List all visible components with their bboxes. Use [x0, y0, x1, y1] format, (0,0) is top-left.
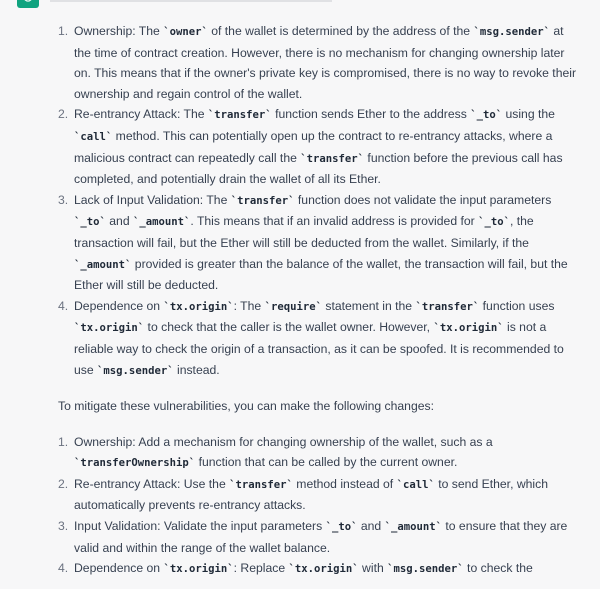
- inline-code: `transferOwnership`: [74, 457, 196, 470]
- inline-code: `_to`: [470, 109, 503, 122]
- item-text: to check the: [463, 561, 533, 576]
- inline-code: `_amount`: [133, 216, 191, 229]
- inline-code: `msg.sender`: [97, 364, 174, 377]
- assistant-message: [58, 21, 578, 580]
- list-number: 2.: [58, 476, 69, 491]
- inline-code: `owner`: [163, 26, 208, 38]
- item-text: Ownership: Add a mechanism for changing ownership of the wallet, such as a: [74, 434, 493, 449]
- mitigation-item: [58, 516, 578, 558]
- assistant-avatar: [17, 0, 39, 8]
- chatgpt-logo-icon: [21, 0, 35, 4]
- list-number: 1.: [58, 434, 69, 449]
- list-number: 3.: [58, 192, 69, 207]
- inline-code: `require`: [264, 300, 322, 313]
- clipped-previous-line: [50, 0, 520, 3]
- item-text: method instead of: [292, 476, 397, 491]
- list-number: 4.: [58, 561, 69, 576]
- list-number: 3.: [58, 519, 69, 534]
- list-number: 4.: [58, 298, 69, 313]
- item-text: function that can be called by the current owner.: [195, 455, 458, 470]
- list-number: 1.: [58, 24, 69, 38]
- vulnerabilities-list: [58, 21, 578, 381]
- item-text: using the: [502, 107, 555, 122]
- inline-code: `tx.origin`: [163, 300, 234, 313]
- inline-code: `transfer`: [229, 478, 293, 491]
- item-text: Input Validation: Validate the input parameters: [74, 519, 326, 534]
- item-text: Re-entrancy Attack: The: [74, 107, 208, 122]
- item-text: and: [357, 519, 385, 534]
- inline-code: `transfer`: [230, 194, 295, 207]
- item-text: to ensure that they are valid and within the range of the wallet balance.: [74, 519, 568, 555]
- inline-code: `transfer`: [207, 109, 272, 122]
- inline-code: `_to`: [478, 216, 510, 229]
- item-text: function before the previous call has completed, and potentially drain the wallet of all its Ether.: [74, 150, 563, 187]
- inline-code: `transfer`: [415, 300, 480, 313]
- item-text: Dependence on: [74, 561, 164, 576]
- item-text: . This means that if an invalid address is provided for: [190, 214, 479, 229]
- inline-code: `tx.origin`: [288, 563, 359, 576]
- item-text: Re-entrancy Attack: Use the: [74, 476, 230, 491]
- item-text: to send Ether, which automatically prevents re-entrancy attacks.: [74, 476, 548, 513]
- vulnerability-item: [58, 296, 578, 381]
- inline-code: `call`: [396, 478, 435, 491]
- item-text: : The: [233, 298, 265, 313]
- inline-code: `_to`: [325, 521, 358, 534]
- item-text: Lack of Input Validation: The: [74, 192, 231, 207]
- item-text: , the transaction will fail, but the Ether will still be deducted from the wallet. Similarly, if the: [74, 214, 534, 250]
- inline-code: `_amount`: [384, 521, 442, 534]
- inline-code: `transfer`: [300, 152, 365, 165]
- item-text: of the wallet is determined by the address of the: [207, 24, 474, 38]
- item-text: and: [105, 214, 133, 229]
- item-text: function does not validate the input parameters: [294, 192, 552, 207]
- list-number: 2.: [58, 107, 69, 122]
- item-text: is not a reliable way to check the origin of a transaction, as it can be spoofed. It is recommended to use: [74, 320, 564, 377]
- inline-code: `call`: [74, 130, 113, 143]
- mitigation-item: [58, 474, 578, 516]
- mitigation-item: [58, 558, 578, 580]
- item-text: function sends Ether to the address: [271, 107, 471, 122]
- mitigations-list: [58, 432, 578, 580]
- item-text: Ownership: The: [74, 24, 164, 38]
- inline-code: `_to`: [74, 216, 106, 229]
- item-text: provided is greater than the balance of the wallet, the transaction will fail, but the Ether will still be deducted.: [74, 256, 568, 293]
- item-text: method. This can potentially open up the contract to re-entrancy attacks, where a malicious contract can repeatedly call the: [74, 128, 553, 165]
- mitigation-intro: To mitigate these vulnerabilities, you can make the following changes:: [58, 399, 434, 414]
- item-text: to check that the caller is the wallet owner. However,: [144, 320, 434, 335]
- vulnerability-item: [58, 104, 578, 189]
- vulnerability-item: [58, 21, 578, 104]
- mitigation-item: [58, 432, 578, 474]
- inline-code: `tx.origin`: [163, 563, 234, 576]
- inline-code: `_amount`: [74, 258, 132, 271]
- inline-code: `msg.sender`: [473, 26, 550, 38]
- inline-code: `tx.origin`: [74, 322, 145, 335]
- vulnerability-item: [58, 190, 578, 296]
- inline-code: `tx.origin`: [433, 322, 504, 335]
- inline-code: `msg.sender`: [387, 563, 464, 576]
- item-text: function uses: [479, 298, 555, 313]
- item-text: with: [358, 561, 388, 576]
- item-text: Dependence on: [74, 298, 164, 313]
- item-text: at the time of contract creation. However, there is no mechanism for changing ownership later on. This means that if the owner's private key is compromised, there is no way to revoke their ownership and regain control of the wallet.: [74, 24, 577, 101]
- item-text: statement in the: [321, 298, 416, 313]
- item-text: : Replace: [233, 561, 289, 576]
- item-text: instead.: [173, 362, 220, 377]
